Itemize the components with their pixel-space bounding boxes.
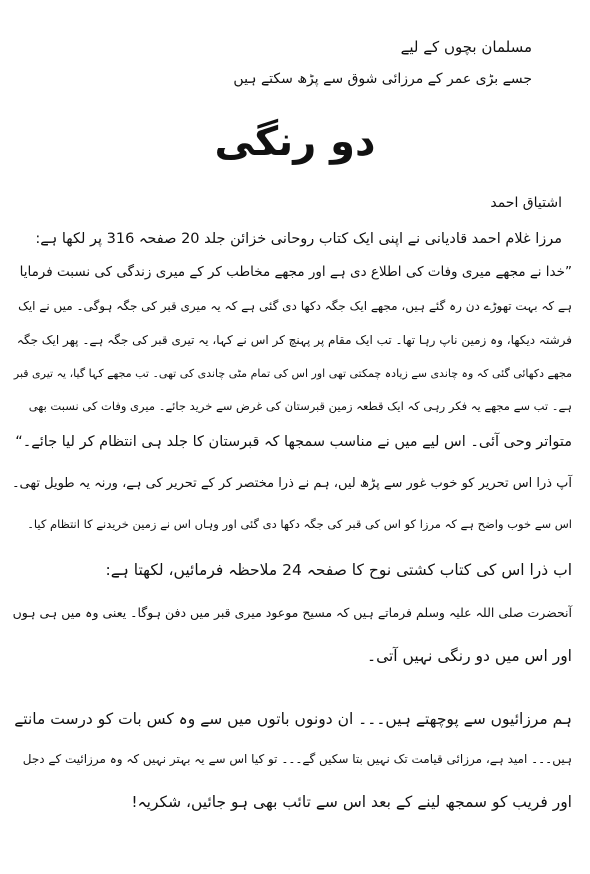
quote-line: مجھے دکھائی گئی کہ وہ چاندی سے زیادہ چمکتی تھی اور اس کی تمام مٹی چاندی کی تھی۔ تب مجھے کہا گیا، یہ تیری قبر [13,367,572,380]
page-title: دو رنگی [214,119,376,165]
commentary-line: آنحضرت صلی اللہ علیہ وسلم فرماتے ہیں کہ مسیح موعود میری قبر میں دفن ہوگا۔ یعنی وہ میں ہی ہوں [12,605,572,620]
header-audience: مسلمان بچوں کے لیے [400,38,532,56]
closing-line: ہم مرزائیوں سے پوچھتے ہیں۔۔۔ ان دونوں باتوں میں سے وہ کس بات کو درست مانتے [14,710,572,728]
author-name: اشتیاق احمد [490,195,562,211]
commentary-line: اور اس میں دو رنگی نہیں آتی۔ [366,647,572,665]
closing-line: ہیں۔۔۔ امید ہے، مرزائی قیامت تک نہیں بتا سکیں گے۔۔۔ تو کیا اس سے یہ بہتر نہیں کہ وہ مرزائیت کے دجل [22,752,572,766]
commentary-line: آپ ذرا اس تحریر کو خوب غور سے پڑھ لیں، ہم نے ذرا مختصر کر کے تحریر کی ہے، ورنہ یہ طویل تھی۔ [11,476,572,491]
intro-line: مرزا غلام احمد قادیانی نے اپنی ایک کتاب روحانی خزائن جلد 20 صفحہ 316 پر لکھا ہے: [35,231,562,247]
quote-line: ہے۔ تب سے مجھے یہ فکر رہی کہ ایک قطعہ زمین قبرستان کی غرض سے خرید جائے۔ میری وفات کی نسبت بھی [28,399,572,413]
quote-line: ہے کہ بہت تھوڑے دن رہ گئے ہیں، مجھے ایک جگہ دکھا دی گئی ہے کہ یہ میری قبر کی جگہ ہوگی۔ میں نے ایک [18,299,572,313]
commentary-line: اس سے خوب واضح ہے کہ مرزا کو اس کی قبر کی جگہ دکھا دی گئی اور وہاں اس نے زمین خریدنے کا انتظام کیا۔ [27,517,572,531]
quote-line: فرشتہ دیکھا، وہ زمین ناپ رہا تھا۔ تب ایک مقام پر پہنچ کر اس نے کہا، یہ تیری قبر کی جگہ ہے۔ پھر ایک جگہ [16,333,572,347]
quote-line: متواتر وحی آئی۔ اس لیے میں نے مناسب سمجھا کہ قبرستان کا جلد ہی انتظام کر لیا جائے۔“ [15,434,572,450]
commentary-line: اب ذرا اس کی کتاب کشتی نوح کا صفحہ 24 ملاحظہ فرمائیں، لکھتا ہے: [105,561,572,579]
header-note: جسے بڑی عمر کے مرزائی شوق سے پڑھ سکتے ہیں [233,71,532,87]
closing-line: اور فریب کو سمجھ لینے کے بعد اس سے تائب بھی ہو جائیں، شکریہ! [131,793,572,811]
quote-line: ”خدا نے مجھے میری وفات کی اطلاع دی ہے اور مجھے مخاطب کر کے میری زندگی کی نسبت فرمایا [19,264,572,280]
